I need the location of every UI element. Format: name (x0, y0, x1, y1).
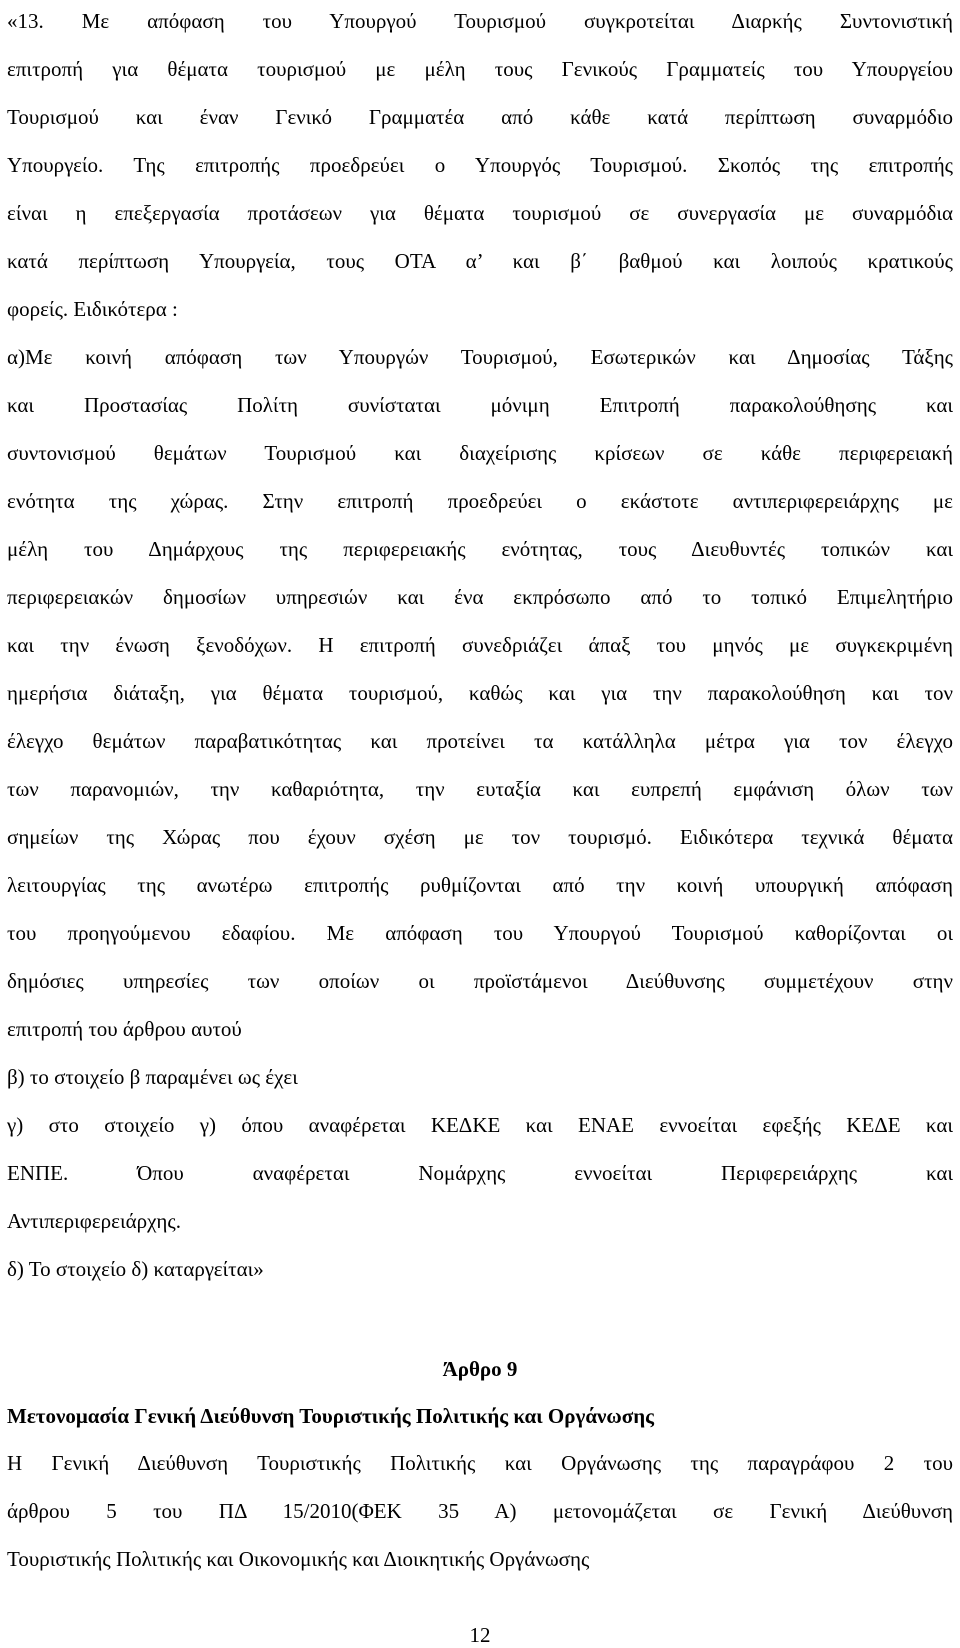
article-line: Η Γενική Διεύθυνση Τουριστικής Πολιτικής και Οργάνωσης της παραγράφου 2 του (7, 1451, 953, 1475)
paragraph-line: μέλη του Δημάρχους της περιφερειακής ενότητας, τους Διευθυντές τοπικών και (7, 537, 953, 561)
paragraph-line: είναι η επεξεργασία προτάσεων για θέματα τουρισμού σε συνεργασία με συναρμόδια (7, 201, 953, 225)
page-number: 12 (469, 1623, 491, 1647)
paragraph-line: Αντιπεριφερειάρχης. (7, 1209, 181, 1233)
article-line: Τουριστικής Πολιτικής και Οικονομικής και Διοικητικής Οργάνωσης (7, 1547, 590, 1571)
paragraph-line: ΕΝΠΕ. Όπου αναφέρεται Νομάρχης εννοείται Περιφερειάρχης και (7, 1161, 953, 1185)
paragraph-line: «13. Με απόφαση του Υπουργού Τουρισμού συγκροτείται Διαρκής Συντονιστική (7, 9, 953, 33)
paragraph-line: ημερήσια διάταξη, για θέματα τουρισμού, καθώς και για την παρακολούθηση και τον (7, 681, 953, 705)
paragraph-line: Υπουργείο. Της επιτροπής προεδρεύει ο Υπουργός Τουρισμού. Σκοπός της επιτροπής (7, 153, 953, 177)
paragraph-line: α)Με κοινή απόφαση των Υπουργών Τουρισμού, Εσωτερικών και Δημοσίας Τάξης (7, 345, 953, 369)
paragraph-line: επιτροπή για θέματα τουρισμού με μέλη τους Γενικούς Γραμματείς του Υπουργείου (7, 57, 953, 81)
paragraph-line: δ) Το στοιχείο δ) καταργείται» (7, 1257, 264, 1281)
article-line: άρθρου 5 του ΠΔ 15/2010(ΦΕΚ 35 Α) μετονομάζεται σε Γενική Διεύθυνση (7, 1499, 953, 1523)
paragraph-line: σημείων της Χώρας που έχουν σχέση με τον τουρισμό. Ειδικότερα τεχνικά θέματα (7, 825, 953, 849)
paragraph-line: λειτουργίας της ανωτέρω επιτροπής ρυθμίζονται από την κοινή υπουργική απόφαση (7, 873, 953, 897)
paragraph-line: έλεγχο θεμάτων παραβατικότητας και προτείνει τα κατάλληλα μέτρα για τον έλεγχο (7, 729, 953, 753)
paragraph-line: φορείς. Ειδικότερα : (7, 297, 178, 321)
paragraph-line: ενότητα της χώρας. Στην επιτροπή προεδρεύει ο εκάστοτε αντιπεριφερειάρχης με (7, 489, 953, 513)
article-title: Άρθρο 9 (442, 1357, 518, 1381)
paragraph-line: επιτροπή του άρθρου αυτού (7, 1017, 242, 1041)
paragraph-line: Τουρισμού και έναν Γενικό Γραμματέα από κάθε κατά περίπτωση συναρμόδιο (7, 105, 953, 129)
paragraph-line: και την ένωση ξενοδόχων. Η επιτροπή συνεδριάζει άπαξ του μηνός με συγκεκριμένη (7, 633, 953, 657)
article-heading: Μετονομασία Γενική Διεύθυνση Τουριστικής Πολιτικής και Οργάνωσης (7, 1404, 654, 1428)
paragraph-line: περιφερειακών δημοσίων υπηρεσιών και ένα εκπρόσωπο από το τοπικό Επιμελητήριο (7, 585, 953, 609)
paragraph-line: και Προστασίας Πολίτη συνίσταται μόνιμη Επιτροπή παρακολούθησης και (7, 393, 953, 417)
paragraph-line: δημόσιες υπηρεσίες των οποίων οι προϊστάμενοι Διεύθυνσης συμμετέχουν στην (7, 969, 953, 993)
paragraph-line: β) το στοιχείο β παραμένει ως έχει (7, 1065, 298, 1089)
paragraph-line: κατά περίπτωση Υπουργεία, τους ΟΤΑ α’ και β΄ βαθμού και λοιπούς κρατικούς (7, 249, 953, 273)
paragraph-line: του προηγούμενου εδαφίου. Με απόφαση του Υπουργού Τουρισμού καθορίζονται οι (7, 921, 953, 945)
paragraph-line: των παρανομιών, την καθαριότητα, την ευταξία και ευπρεπή εμφάνιση όλων των (7, 777, 953, 801)
paragraph-line: συντονισμού θεμάτων Τουρισμού και διαχείρισης κρίσεων σε κάθε περιφερειακή (7, 441, 953, 465)
paragraph-line: γ) στο στοιχείο γ) όπου αναφέρεται ΚΕΔΚΕ και ΕΝΑΕ εννοείται εφεξής ΚΕΔΕ και (7, 1113, 953, 1137)
